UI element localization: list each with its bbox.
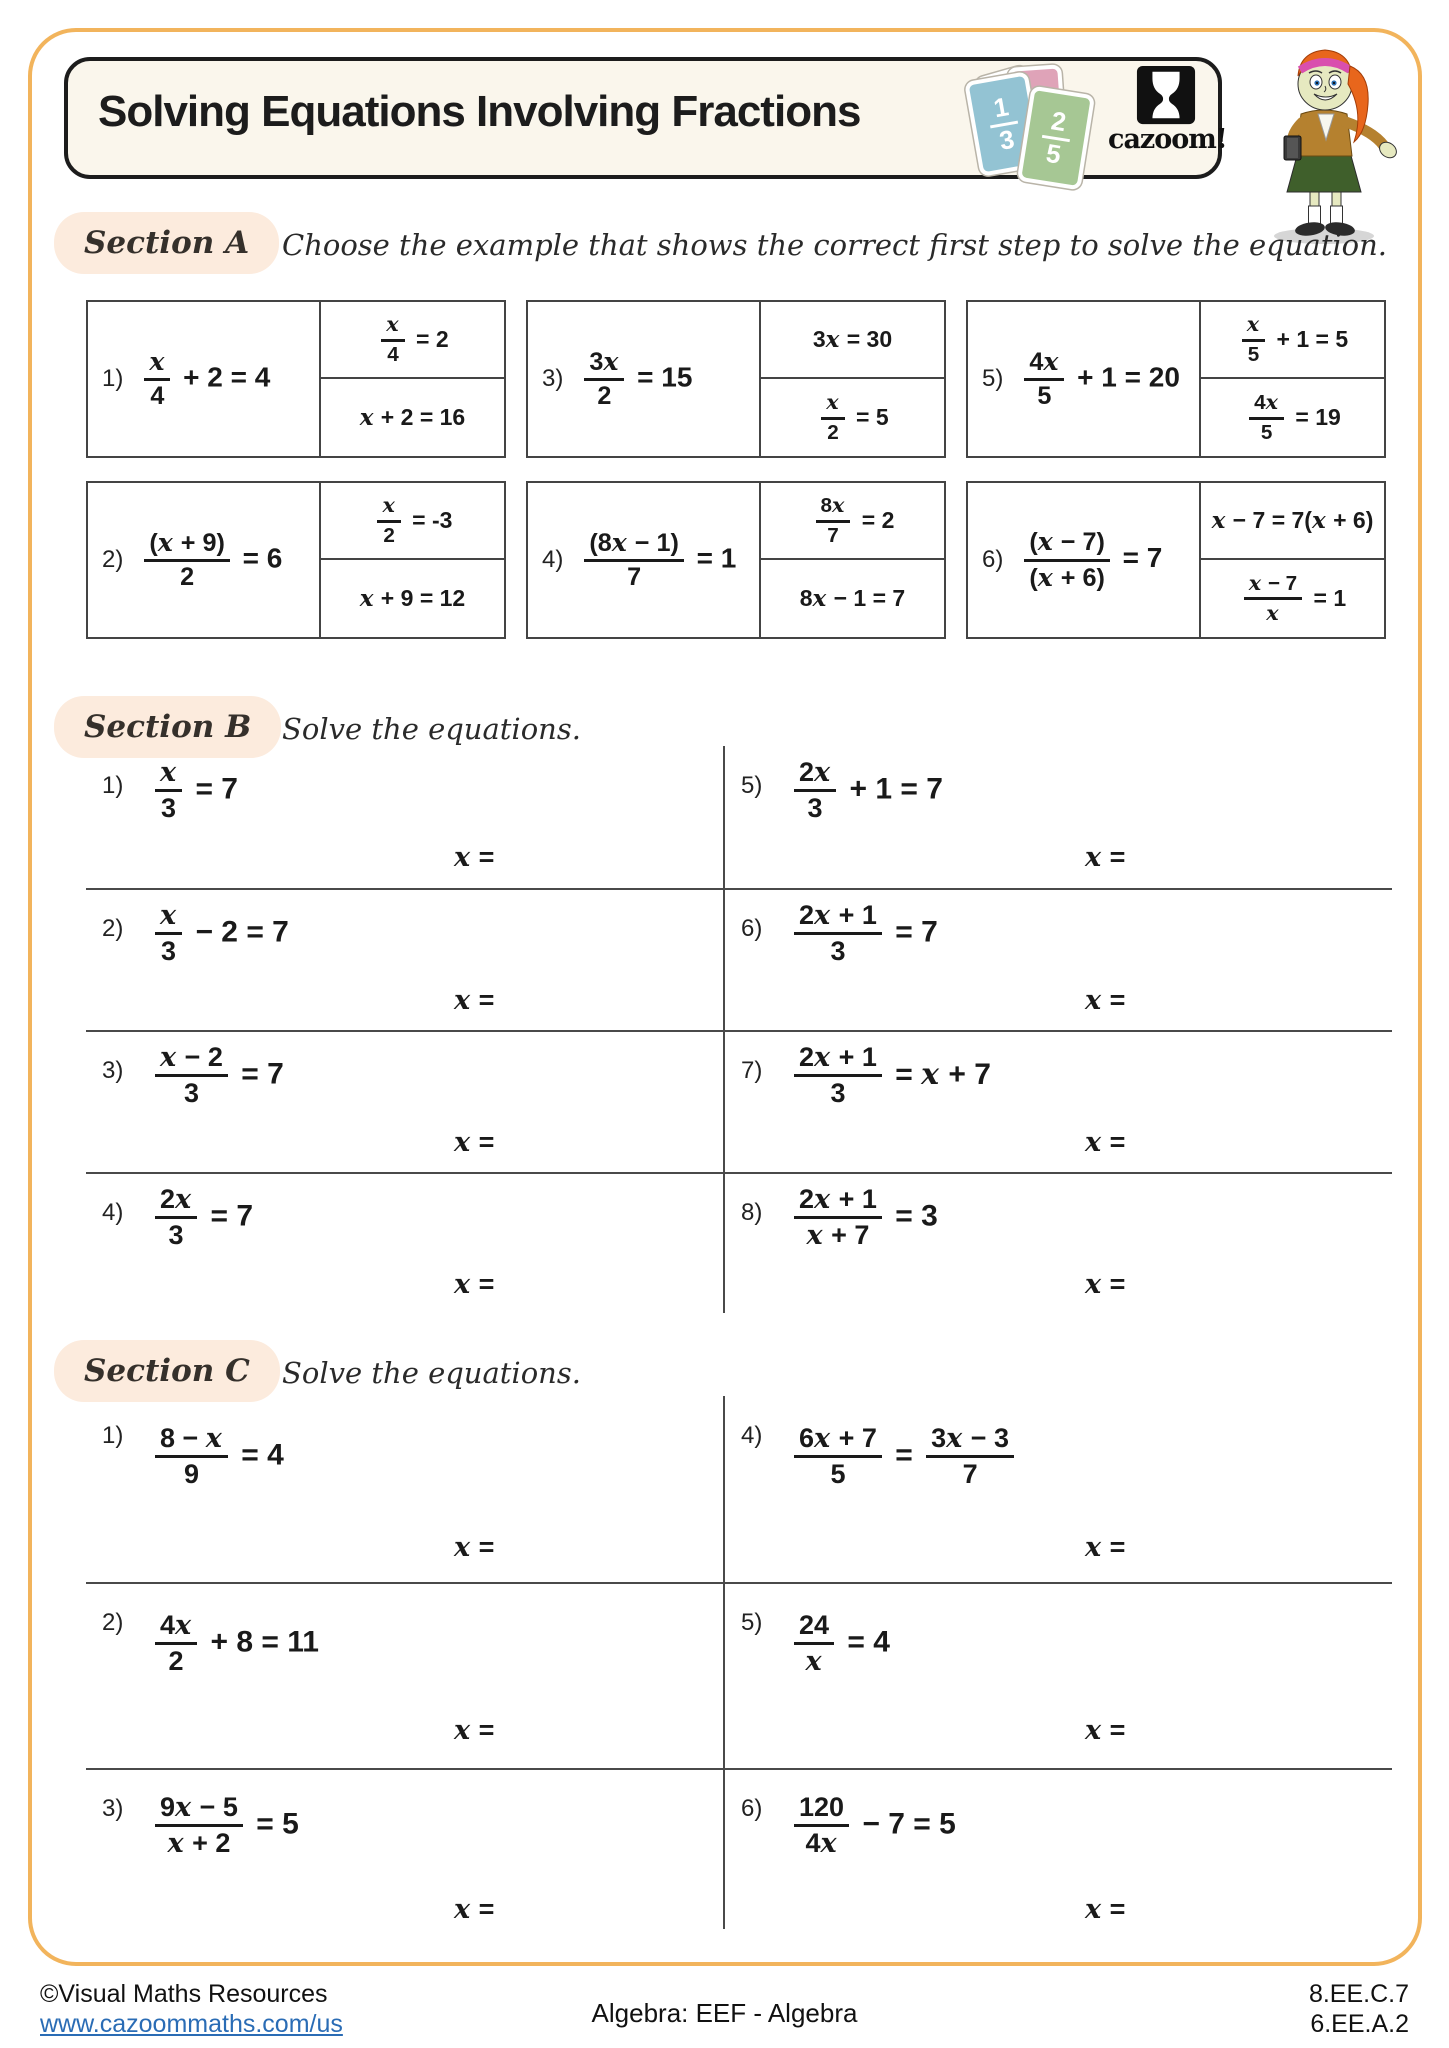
section-c-label: Section C [54,1340,280,1402]
answer-blank[interactable]: x = [1085,1269,1126,1300]
option-bottom[interactable]: 8x − 1 = 7 [799,585,906,612]
section-a-problem-3 [526,300,946,458]
equation: $\frac{(x + 9)}{2}$ = 6 [139,529,282,591]
answer-blank[interactable]: x = [1085,842,1126,873]
equation: $\frac{120}{4x}$ − 7 = 5 [789,1793,956,1858]
fraction-card-one-third: 1 3 [964,71,1044,177]
equation: $\frac{2x + 1}{3}$ = x + 7 [789,1043,991,1108]
standard-code-1: 8.EE.C.7 [1308,1980,1409,2008]
cazoom-logo [1108,64,1227,155]
answer-blank[interactable]: x = [1085,1715,1126,1746]
problem-number: 6) [982,546,1004,573]
problem-number: 5) [982,365,1004,392]
equation: $\frac{6x + 7}{5}$ = $\frac{3x - 3}{7}$ [789,1424,1019,1489]
section-b-label: Section B [54,696,281,758]
cazoom-url-link[interactable]: www.cazoommaths.com/us [40,2010,343,2038]
option-top[interactable]: $\frac{8x}{7}$ = 2 [761,483,944,560]
equation: $\frac{(8x - 1)}{7}$ = 1 [579,529,736,591]
section-a-problem-6 [966,481,1386,639]
equation: $\frac{24}{x}$ = 4 [789,1611,890,1676]
option-top[interactable]: $\frac{x}{2}$ = -3 [321,483,504,560]
option-bottom[interactable]: $\frac{x - 7}{x}$ = 1 [1201,560,1384,637]
section-b-problem-5: 5) $\frac{2x}{3}$ + 1 = 7 x = [741,757,1126,873]
answer-blank[interactable]: x = [1085,1894,1126,1925]
answer-blank[interactable]: x = [1085,1532,1126,1563]
equation: $\frac{2x + 1}{x + 7}$ = 3 [789,1185,938,1250]
section-b-problem-4: 4) $\frac{2x}{3}$ = 7 x = [102,1184,495,1300]
girl-mascot-illustration [1243,40,1405,246]
section-a-problem-4 [526,481,946,639]
section-b-problem-2: 2) $\frac{x}{3}$ − 2 = 7 x = [102,900,495,1016]
equation: $\frac{x - 2}{3}$ = 7 [150,1043,284,1108]
page-title: Solving Equations Involving Fractions [98,87,861,136]
answer-blank[interactable]: x = [454,1715,495,1746]
section-a-label: Section A [54,212,279,274]
answer-blank[interactable]: x = [1085,1127,1126,1158]
equation: $\frac{3x}{2}$ = 15 [579,348,692,410]
answer-blank[interactable]: x = [454,1532,495,1563]
answer-blank[interactable]: x = [454,1894,495,1925]
copyright-text: ©Visual Maths Resources [40,1980,328,2008]
section-b-problem-8: 8) $\frac{2x + 1}{x + 7}$ = 3 x = [741,1184,1126,1300]
option-bottom[interactable]: $\frac{4x}{5}$ = 19 [1201,379,1384,456]
fraction-cards-icon [966,66,1116,182]
equation: $\frac{(x - 7)}{(x + 6)}$ = 7 [1019,528,1162,591]
option-bottom[interactable]: $\frac{x}{2}$ = 5 [761,379,944,456]
section-a-problem-5 [966,300,1386,458]
option-bottom[interactable]: x + 9 = 12 [359,585,466,612]
section-c-problem-6: 6) $\frac{120}{4x}$ − 7 = 5 x = [741,1792,1126,1925]
answer-blank[interactable]: x = [454,842,495,873]
problem-number: 1) [102,365,124,392]
option-top[interactable]: 3x = 30 [761,302,944,379]
cazoom-logo-text: cazoom! [1108,124,1227,155]
answer-blank[interactable]: x = [1085,985,1126,1016]
standard-code-2: 6.EE.A.2 [1310,2010,1409,2038]
section-c-instruction: Solve the equations. [282,1356,581,1390]
option-top[interactable]: $\frac{x}{5}$ + 1 = 5 [1201,302,1384,379]
section-c-problem-4: 4) $\frac{6x + 7}{5}$ = $\frac{3x - 3}{7}$ x = [741,1422,1126,1563]
section-c-problem-5: 5) $\frac{24}{x}$ = 4 x = [741,1609,1126,1746]
cazoom-goblet-icon [1135,64,1197,126]
equation: $\frac{4x}{2}$ + 8 = 11 [150,1611,319,1676]
section-b-problem-1: 1) $\frac{x}{3}$ = 7 x = [102,757,495,873]
equation: $\frac{2x}{3}$ + 1 = 7 [789,758,943,823]
section-c-problem-1: 1) $\frac{8 - x}{9}$ = 4 x = [102,1422,495,1563]
equation: $\frac{4x}{5}$ + 1 = 20 [1019,348,1180,410]
section-b-instruction: Solve the equations. [282,712,581,746]
section-b-problem-7: 7) $\frac{2x + 1}{3}$ = x + 7 x = [741,1042,1126,1158]
section-a-problem-1 [86,300,506,458]
section-c-problem-2: 2) $\frac{4x}{2}$ + 8 = 11 x = [102,1609,495,1746]
option-bottom[interactable]: x + 2 = 16 [359,404,466,431]
section-a-instruction: Choose the example that shows the correct first step to solve the equation. [282,228,1387,262]
answer-blank[interactable]: x = [454,1127,495,1158]
equation: $\frac{8 - x}{9}$ = 4 [150,1424,284,1489]
equation: $\frac{2x + 1}{3}$ = 7 [789,901,938,966]
section-a-problem-2 [86,481,506,639]
answer-blank[interactable]: x = [454,1269,495,1300]
problem-number: 4) [542,546,564,573]
equation: $\frac{x}{3}$ − 2 = 7 [150,901,289,966]
section-c-problem-3: 3) $\frac{9x - 5}{x + 2}$ = 5 x = [102,1792,495,1925]
problem-number: 2) [102,546,124,573]
option-top[interactable]: $\frac{x}{4}$ = 2 [321,302,504,379]
fraction-card-two-fifths: 2 5 [1017,86,1095,191]
footer-topic: Algebra: EEF - Algebra [591,1998,858,2028]
section-b-problem-3: 3) $\frac{x - 2}{3}$ = 7 x = [102,1042,495,1158]
problem-number: 3) [542,365,564,392]
answer-blank[interactable]: x = [454,985,495,1016]
equation: $\frac{x}{3}$ = 7 [150,758,238,823]
equation: $\frac{9x - 5}{x + 2}$ = 5 [150,1793,299,1858]
option-top[interactable]: x − 7 = 7(x + 6) [1201,483,1384,560]
section-b-problem-6: 6) $\frac{2x + 1}{3}$ = 7 x = [741,900,1126,1016]
equation: $\frac{x}{4}$ + 2 = 4 [139,348,270,410]
equation: $\frac{2x}{3}$ = 7 [150,1185,253,1250]
